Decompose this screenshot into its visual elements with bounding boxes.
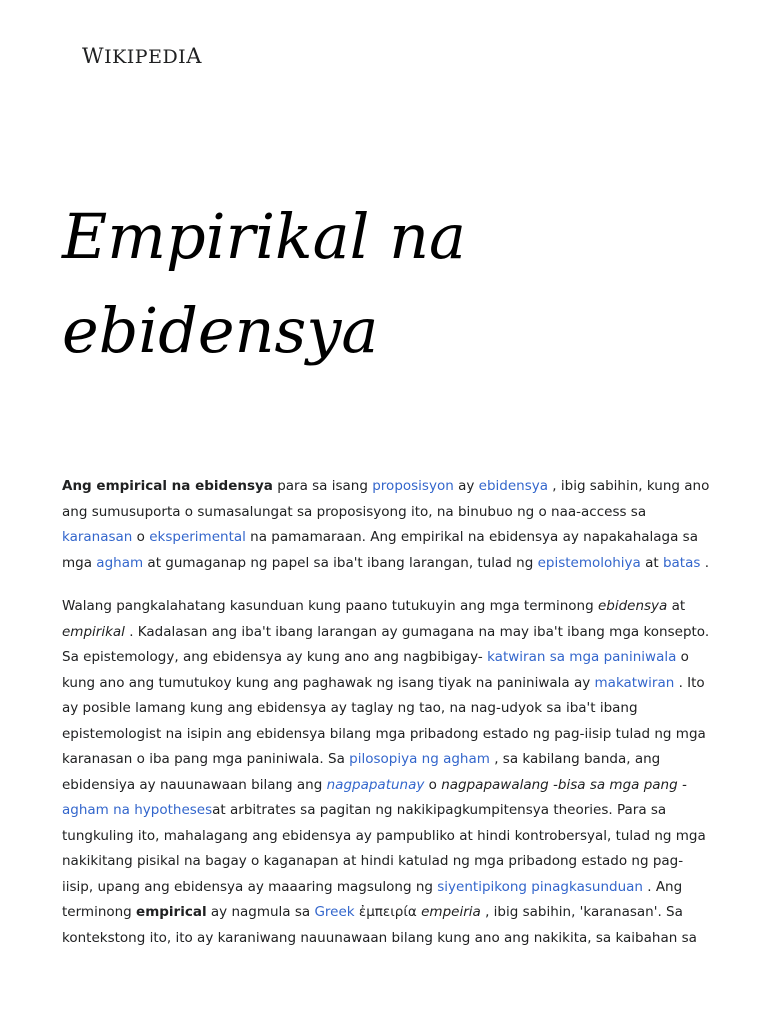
text: at xyxy=(640,554,663,571)
link-siyentipikong-pinagkasunduan[interactable]: siyentipikong pinagkasunduan xyxy=(437,878,643,895)
link-agham-na-hypotheses[interactable]: agham na hypotheses xyxy=(62,802,213,818)
bold-term: empirical xyxy=(136,904,207,920)
link-agham[interactable]: agham xyxy=(96,554,144,571)
link-katwiran[interactable]: katwiran sa mga paniniwala xyxy=(487,649,677,665)
paragraph-2 xyxy=(62,594,710,951)
text: Walang pangkalahatang kasunduan kung paano tutukuyin ang mga terminong xyxy=(62,598,598,614)
article-body xyxy=(62,474,710,969)
text: at arbitrates sa pagitan ng nakikipagkumpitensya theories. Para sa tungkuling ito, mahalagang ang ebidensya ay pampubliko at hindi kontrobersyal, tulad ng mga nakikitang pisikal na bagay o kaganapan at hindi katulad ng mga pribadong estado ng pag-iisip, upang ang ebidensya ay maaaring magsulong ng xyxy=(62,802,706,895)
text: na pamamaraan. Ang empirikal na ebidensya ay napakahalaga sa mga xyxy=(62,529,698,571)
logo-letter: W xyxy=(82,44,105,68)
link-proposisyon[interactable]: proposisyon xyxy=(372,478,454,494)
text: ay nagmula sa xyxy=(206,904,315,920)
text: . Kadalasan ang iba't ibang larangan ay gumagana na may iba't ibang mga konsepto. Sa epistemology, ang ebidensya ay kung ano ang nagbibigay- xyxy=(62,623,710,665)
link-nagpapatunay[interactable]: nagpapatunay xyxy=(326,776,425,793)
page-title xyxy=(62,190,722,378)
text: o xyxy=(132,529,150,545)
text: . xyxy=(700,554,710,571)
italic-term: ebidensya xyxy=(597,598,668,614)
text: at gumaganap ng papel sa iba't ibang larangan, tulad ng xyxy=(143,554,538,571)
text: at xyxy=(667,598,686,614)
wikipedia-logo[interactable] xyxy=(82,44,202,68)
logo-text: IKIPEDI xyxy=(104,46,187,68)
logo-letter-end: A xyxy=(186,44,202,68)
link-ebidensya[interactable]: ebidensya xyxy=(478,478,548,494)
text: ay xyxy=(453,478,479,494)
link-pilosopiya-ng-agham[interactable]: pilosopiya ng agham xyxy=(349,751,490,767)
link-batas[interactable]: batas xyxy=(662,554,701,571)
link-eksperimental[interactable]: eksperimental xyxy=(149,529,246,545)
text: o xyxy=(424,776,442,793)
text: . Ito ay posible lamang kung ang ebidensya ay taglay ng tao, na nag-udyok sa iba't ibang epistemologist na isipin ang ebidensya bilang mga pribadong estado ng pag-iisip tulad ng mga karanasan o iba pang mga paniniwala. Sa xyxy=(62,674,706,767)
title-line-1: Empirikal na xyxy=(62,200,466,273)
italic-term: nagpapawalang -bisa sa mga pang - xyxy=(441,776,687,793)
text: o kung ano ang tumutukoy kung ang paghawak ng isang tiyak na paniniwala ay xyxy=(62,649,689,691)
bold-term: Ang empirical na ebidensya xyxy=(62,478,273,494)
text: , ibig sabihin, kung ano ang sumusuporta o sumasalungat sa proposisyong ito, na binubuo ng o naa-access sa xyxy=(62,478,710,520)
text: para sa isang xyxy=(272,478,373,494)
italic-term: empeiria xyxy=(421,904,481,920)
title-line-2: ebidensya xyxy=(62,294,379,367)
link-makatwiran[interactable]: makatwiran xyxy=(594,674,675,691)
text: . Ang terminong xyxy=(62,878,683,920)
text: ἐμπειρία xyxy=(354,904,422,920)
link-epistemolohiya[interactable]: epistemolohiya xyxy=(537,554,641,571)
link-greek[interactable]: Greek xyxy=(314,904,355,920)
text: , sa kabilang banda, ang ebidensiya ay nauunawaan bilang ang xyxy=(62,751,661,793)
paragraph-1 xyxy=(62,474,710,576)
link-karanasan[interactable]: karanasan xyxy=(62,529,133,545)
text: , ibig sabihin, 'karanasan'. Sa kontekstong ito, ito ay karaniwang nauunawaan bilang kung ano ang nakikita, sa kaibahan sa xyxy=(62,904,697,946)
italic-term: empirikal xyxy=(62,623,125,640)
